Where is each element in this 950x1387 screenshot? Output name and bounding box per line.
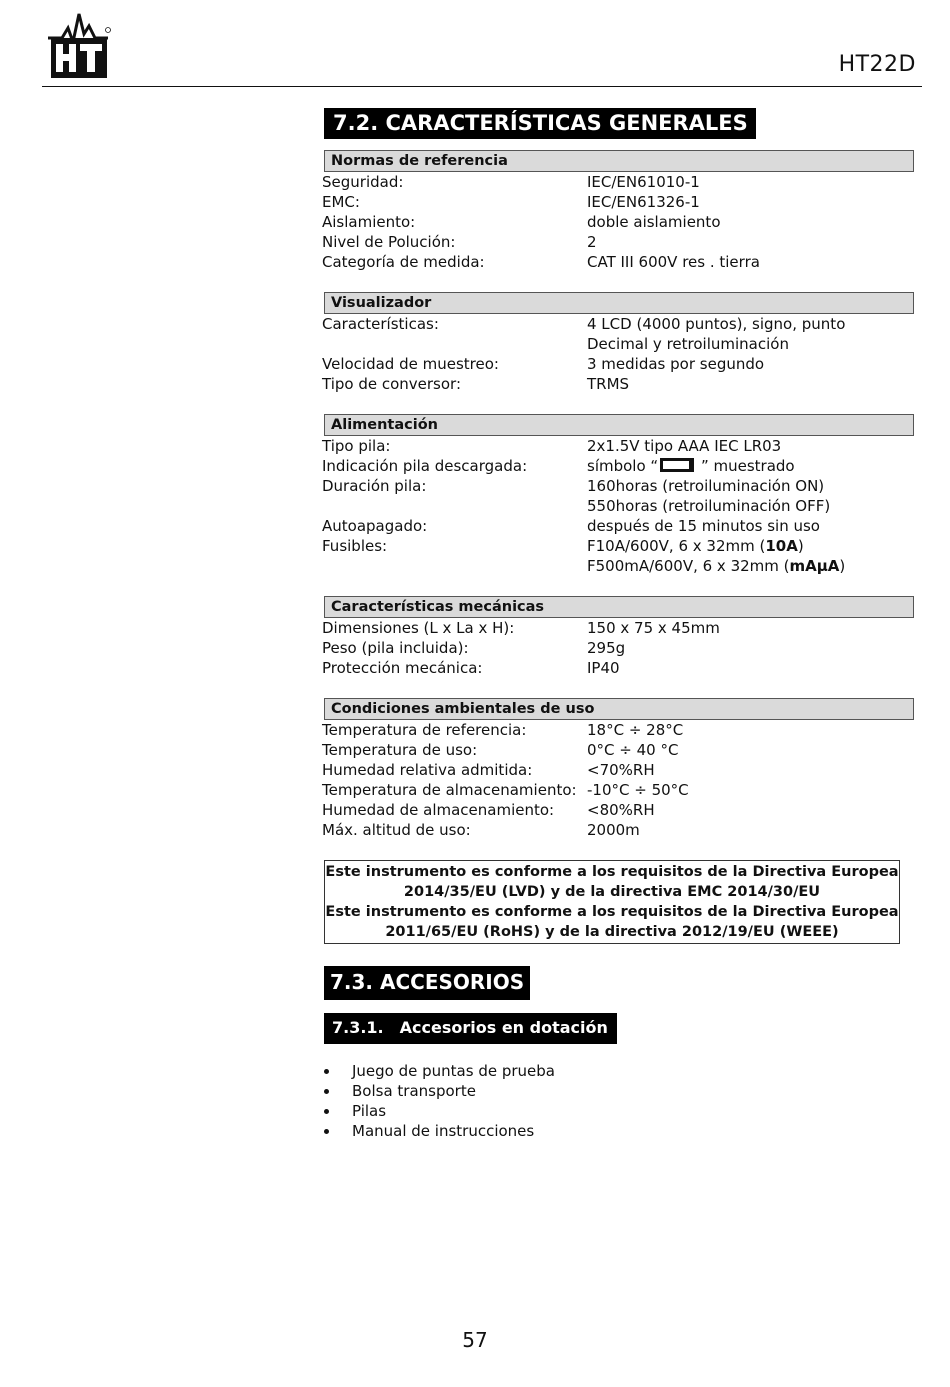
spec-value: TRMS (587, 375, 630, 393)
spec-value: 4 LCD (4000 puntos), signo, punto (587, 315, 846, 333)
spec-row (322, 334, 907, 354)
page-number: 57 (462, 1328, 488, 1352)
spec-value: <70%RH (587, 761, 655, 779)
spec-value: 0°C ÷ 40 °C (587, 741, 679, 759)
spec-row (322, 252, 907, 272)
section-title-7-3: 7.3. ACCESORIOS (324, 966, 530, 1000)
spec-label: Dimensiones (L x La x H): (322, 619, 515, 637)
spec-table (322, 436, 907, 576)
spec-value: 160horas (retroiluminación ON) (587, 477, 825, 495)
spec-row (322, 436, 907, 456)
spec-label: Categoría de medida: (322, 253, 485, 271)
spec-label: Nivel de Polución: (322, 233, 456, 251)
accessories-list (322, 1061, 910, 1141)
spec-table (322, 618, 907, 678)
subsection-label: Accesorios en dotación (399, 1018, 608, 1037)
section-title-7-2: 7.2. CARACTERÍSTICAS GENERALES (324, 108, 756, 139)
spec-value (587, 536, 907, 556)
spec-label: Autoapagado: (322, 517, 428, 535)
spec-row (322, 232, 907, 252)
spec-row (322, 780, 907, 800)
value-text: ” muestrado (696, 457, 795, 475)
spec-value: 3 medidas por segundo (587, 355, 765, 373)
spec-row (322, 556, 907, 576)
spec-table (322, 172, 907, 272)
value-text: ) (839, 557, 846, 575)
spec-row (322, 212, 907, 232)
spec-value: 150 x 75 x 45mm (587, 619, 720, 637)
notice-line: Este instrumento es conforme a los requisitos de la Directiva Europea (325, 864, 899, 880)
spec-label: Protección mecánica: (322, 659, 483, 677)
spec-table (322, 314, 907, 394)
spec-value: 2000m (587, 821, 640, 839)
spec-row (322, 800, 907, 820)
spec-value: 2x1.5V tipo AAA IEC LR03 (587, 437, 782, 455)
spec-label: Seguridad: (322, 173, 404, 191)
group-title: Normas de referencia (324, 150, 914, 172)
spec-label: Peso (pila incluida): (322, 639, 469, 657)
spec-value: CAT III 600V res . tierra (587, 253, 760, 271)
spec-label: Características: (322, 315, 439, 333)
spec-row (322, 374, 907, 394)
spec-label: EMC: (322, 193, 360, 211)
list-item: Juego de puntas de prueba (322, 1061, 910, 1081)
spec-label: Máx. altitud de uso: (322, 821, 471, 839)
spec-row (322, 172, 907, 192)
spec-label: Aislamiento: (322, 213, 416, 231)
spec-row (322, 456, 907, 476)
subsection-title-7-3-1 (324, 1013, 617, 1044)
value-text: F10A/600V, 6 x 32mm ( (587, 537, 766, 555)
spec-label: Temperatura de referencia: (322, 721, 527, 739)
group-alimentacion (322, 414, 910, 576)
group-title: Condiciones ambientales de uso (324, 698, 914, 720)
spec-value: Decimal y retroiluminación (587, 335, 789, 353)
spec-row (322, 720, 907, 740)
spec-row (322, 354, 907, 374)
value-text: F500mA/600V, 6 x 32mm ( (587, 557, 790, 575)
group-title: Alimentación (324, 414, 914, 436)
group-condiciones (322, 698, 910, 840)
section-accesorios (322, 966, 910, 1141)
value-text: símbolo “ (587, 457, 659, 475)
spec-label: Duración pila: (322, 477, 427, 495)
notice-line: Este instrumento es conforme a los requisitos de la Directiva Europea (325, 904, 899, 920)
spec-table (322, 720, 907, 840)
spec-label: Tipo de conversor: (322, 375, 462, 393)
spec-value (587, 456, 907, 476)
value-bold: 10A (765, 537, 798, 555)
list-item: Bolsa transporte (322, 1081, 910, 1101)
spec-value: IP40 (587, 659, 620, 677)
notice-line: 2011/65/EU (RoHS) y de la directiva 2012/19/EU (WEEE) (385, 924, 839, 940)
spec-row (322, 516, 907, 536)
value-text: ) (797, 537, 804, 555)
spec-row (322, 476, 907, 496)
spec-row (322, 658, 907, 678)
spec-row (322, 496, 907, 516)
value-bold: mAµA (789, 557, 840, 575)
spec-label: Tipo pila: (322, 437, 391, 455)
battery-low-icon (660, 458, 694, 472)
spec-row (322, 638, 907, 658)
spec-value: doble aislamiento (587, 213, 721, 231)
spec-row (322, 192, 907, 212)
group-title: Características mecánicas (324, 596, 914, 618)
spec-value: 18°C ÷ 28°C (587, 721, 684, 739)
spec-label (322, 334, 587, 354)
spec-row (322, 740, 907, 760)
notice-line: 2014/35/EU (LVD) y de la directiva EMC 2014/30/EU (403, 884, 821, 900)
spec-row (322, 760, 907, 780)
spec-value: después de 15 minutos sin uso (587, 517, 820, 535)
spec-row (322, 618, 907, 638)
group-mecanicas (322, 596, 910, 678)
spec-label: Humedad relativa admitida: (322, 761, 533, 779)
spec-value (587, 556, 907, 576)
spec-value: <80%RH (587, 801, 655, 819)
spec-label: Humedad de almacenamiento: (322, 801, 555, 819)
ht-logo (48, 8, 112, 78)
spec-value: 295g (587, 639, 626, 657)
conformity-notice (324, 860, 900, 944)
group-normas (322, 150, 910, 272)
spec-label: Velocidad de muestreo: (322, 355, 499, 373)
spec-label: Temperatura de almacenamiento: (322, 781, 577, 799)
spec-label (322, 496, 587, 516)
spec-value: IEC/EN61326-1 (587, 193, 700, 211)
spec-row (322, 820, 907, 840)
spec-value: IEC/EN61010-1 (587, 173, 700, 191)
spec-value: 550horas (retroiluminación OFF) (587, 497, 831, 515)
spec-value: -10°C ÷ 50°C (587, 781, 689, 799)
model-name: HT22D (838, 52, 916, 77)
content (322, 108, 910, 1141)
header-rule (42, 86, 922, 87)
group-visualizador (322, 292, 910, 394)
spec-label (322, 556, 587, 576)
spec-label: Fusibles: (322, 537, 388, 555)
spec-label: Indicación pila descargada: (322, 457, 528, 475)
spec-label: Temperatura de uso: (322, 741, 478, 759)
spec-value: 2 (587, 233, 597, 251)
spec-row (322, 314, 907, 334)
list-item: Manual de instrucciones (322, 1121, 910, 1141)
group-title: Visualizador (324, 292, 914, 314)
spec-row (322, 536, 907, 556)
subsection-number: 7.3.1. (332, 1018, 384, 1037)
list-item: Pilas (322, 1101, 910, 1121)
